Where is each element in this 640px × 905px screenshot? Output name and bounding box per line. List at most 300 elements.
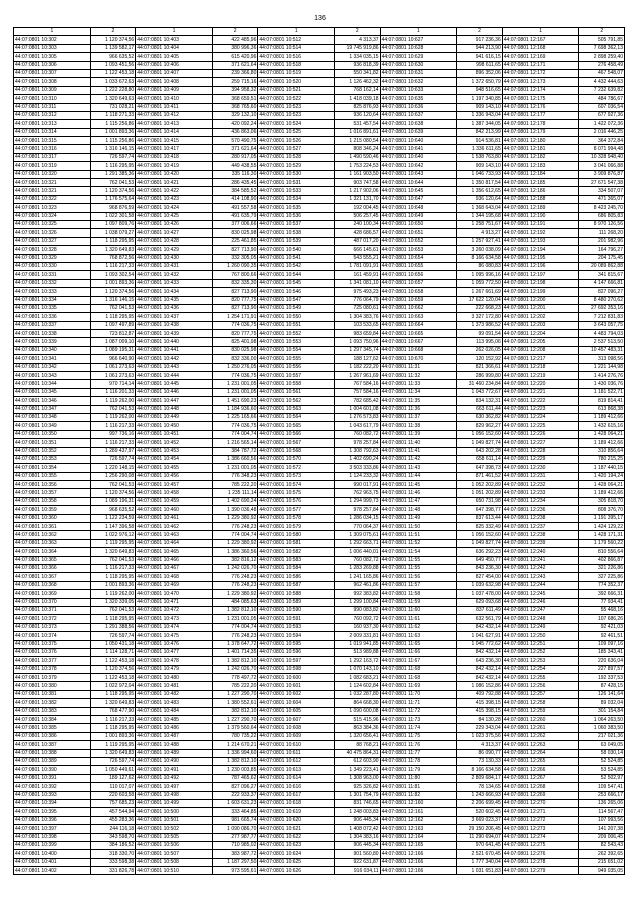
cadastral-number-cell: 44:07:0801 12:272 — [502, 816, 579, 824]
table-row — [14, 128, 625, 136]
cadastral-value-cell: 636 292,23 — [457, 548, 503, 556]
cadastral-number-cell: 44:07:0801 10:413 — [136, 120, 213, 128]
cadastral-number-cell: 44:07:0801 10:403 — [136, 36, 213, 44]
cadastral-value-cell: 7 232 639,82 — [579, 86, 625, 94]
cadastral-value-cell: 141 207,38 — [579, 825, 625, 833]
cadastral-value-cell: 1 309 075,61 — [335, 531, 381, 539]
cadastral-number-cell: 44:07:0801 12:182 — [502, 153, 579, 161]
table-row — [14, 455, 625, 463]
cadastral-number-cell: 44:07:0801 10:329 — [14, 254, 91, 262]
cadastral-number-cell: 44:07:0801 10:312 — [14, 111, 91, 119]
table-row — [14, 338, 625, 346]
cadastral-value-cell: 310 856,64 — [579, 447, 625, 455]
cadastral-number-cell: 44:07:0801 12:195 — [502, 254, 579, 262]
table-row — [14, 153, 625, 161]
cadastral-number-cell: 44:07:0801 10:632 — [380, 78, 457, 86]
cadastral-value-cell: 780 735,22 — [212, 732, 258, 740]
cadastral-value-cell: 1 119 262,00 — [90, 413, 136, 421]
table-row — [14, 766, 625, 774]
cadastral-number-cell: 44:07:0801 10:389 — [14, 757, 91, 765]
cadastral-value-cell: 8 071 994,48 — [579, 145, 625, 153]
cadastral-number-cell: 44:07:0801 12:276 — [502, 850, 579, 858]
cadastral-number-cell: 44:07:0801 10:338 — [14, 330, 91, 338]
cadastral-number-cell: 44:07:0801 11:41 — [380, 447, 457, 455]
column-header: 1 — [502, 28, 579, 36]
cadastral-number-cell: 44:07:0801 10:435 — [136, 296, 213, 304]
cadastral-value-cell: 1 031 651,83 — [457, 867, 503, 875]
cadastral-value-cell: 53 524,85 — [579, 766, 625, 774]
cadastral-value-cell: 649 450,77 — [457, 556, 503, 564]
cadastral-number-cell: 44:07:0801 12:217 — [502, 355, 579, 363]
cadastral-value-cell: 1 291 388,56 — [90, 623, 136, 631]
cadastral-value-cell: 220 636,04 — [579, 657, 625, 665]
cadastral-value-cell: 31 460 234,84 — [457, 380, 503, 388]
cadastral-value-cell: 1 189 412,66 — [579, 439, 625, 447]
cadastral-number-cell: 44:07:0801 10:384 — [14, 716, 91, 724]
cadastral-number-cell: 44:07:0801 12:174 — [502, 86, 579, 94]
cadastral-value-cell: 8 970 126,56 — [579, 220, 625, 228]
cadastral-value-cell: 327 225,86 — [579, 573, 625, 581]
cadastral-number-cell: 44:07:0801 12:192 — [502, 229, 579, 237]
cadastral-number-cell: 44:07:0801 11:45 — [380, 481, 457, 489]
cadastral-number-cell: 44:07:0801 10:600 — [258, 674, 335, 682]
cadastral-number-cell: 44:07:0801 10:609 — [258, 732, 335, 740]
cadastral-number-cell: 44:07:0801 10:446 — [136, 388, 213, 396]
cadastral-value-cell: 827 713,90 — [212, 288, 258, 296]
cadastral-value-cell: 244 116,18 — [90, 825, 136, 833]
cadastral-value-cell: 825 876,93 — [335, 103, 381, 111]
cadastral-value-cell: 970 714,14 — [90, 380, 136, 388]
cadastral-value-cell: 1 122 453,18 — [90, 674, 136, 682]
cadastral-value-cell: 1 001 893,36 — [90, 279, 136, 287]
cadastral-number-cell: 44:07:0801 12:202 — [502, 313, 579, 321]
cadastral-number-cell: 44:07:0801 10:393 — [14, 791, 91, 799]
cadastral-number-cell: 44:07:0801 10:618 — [258, 799, 335, 807]
cadastral-value-cell: 968 876,59 — [90, 204, 136, 212]
cadastral-number-cell: 44:07:0801 11:43 — [380, 464, 457, 472]
table-row — [14, 220, 625, 228]
cadastral-number-cell: 44:07:0801 10:412 — [136, 111, 213, 119]
cadastral-value-cell: 1 182 222,20 — [335, 363, 381, 371]
cadastral-number-cell: 44:07:0801 10:418 — [136, 153, 213, 161]
cadastral-value-cell: 1 187 440,15 — [579, 464, 625, 472]
cadastral-value-cell: 280 917,05 — [212, 153, 258, 161]
cadastral-number-cell: 44:07:0801 12:219 — [502, 372, 579, 380]
table-row — [14, 262, 625, 270]
cadastral-value-cell: 531 457,54 — [335, 120, 381, 128]
cadastral-number-cell: 44:07:0801 12:165 — [380, 841, 457, 849]
cadastral-number-cell: 44:07:0801 11:52 — [380, 539, 457, 547]
cadastral-value-cell: 343 598,70 — [90, 833, 136, 841]
cadastral-number-cell: 44:07:0801 10:520 — [258, 78, 335, 86]
table-row — [14, 279, 625, 287]
cadastral-value-cell: 1 033 672,63 — [90, 78, 136, 86]
cadastral-value-cell: 1 122 453,18 — [90, 657, 136, 665]
cadastral-number-cell: 44:07:0801 12:175 — [502, 95, 579, 103]
cadastral-value-cell: 827 096,27 — [212, 783, 258, 791]
cadastral-number-cell: 44:07:0801 12:172 — [502, 69, 579, 77]
cadastral-number-cell: 44:07:0801 10:438 — [136, 321, 213, 329]
cadastral-number-cell: 44:07:0801 10:399 — [14, 841, 91, 849]
cadastral-number-cell: 44:07:0801 10:651 — [380, 229, 457, 237]
cadastral-number-cell: 44:07:0801 12:265 — [502, 757, 579, 765]
cadastral-number-cell: 44:07:0801 10:437 — [136, 313, 213, 321]
cadastral-value-cell: 1 176 575,64 — [90, 195, 136, 203]
cadastral-number-cell: 44:07:0801 12:193 — [502, 237, 579, 245]
cadastral-number-cell: 44:07:0801 10:449 — [136, 413, 213, 421]
cadastral-number-cell: 44:07:0801 12:242 — [502, 565, 579, 573]
cadastral-number-cell: 44:07:0801 10:374 — [14, 632, 91, 640]
cadastral-value-cell: 1 120 374,56 — [90, 187, 136, 195]
cadastral-number-cell: 44:07:0801 10:410 — [136, 95, 213, 103]
cadastral-value-cell: 111 268,20 — [579, 229, 625, 237]
cadastral-value-cell: 382 812,10 — [212, 707, 258, 715]
cadastral-number-cell: 44:07:0801 10:377 — [14, 657, 91, 665]
cadastral-number-cell: 44:07:0801 10:561 — [258, 388, 335, 396]
cadastral-value-cell: 204 175,45 — [579, 254, 625, 262]
cadastral-number-cell: 44:07:0801 12:220 — [502, 380, 579, 388]
cadastral-number-cell: 44:07:0801 11:59 — [380, 598, 457, 606]
table-row — [14, 808, 625, 816]
table-row — [14, 682, 625, 690]
cadastral-value-cell: 607 036,54 — [579, 103, 625, 111]
table-row — [14, 137, 625, 145]
cadastral-number-cell: 44:07:0801 10:447 — [136, 397, 213, 405]
cadastral-number-cell: 44:07:0801 12:166 — [380, 850, 457, 858]
cadastral-number-cell: 44:07:0801 10:582 — [258, 548, 335, 556]
table-row — [14, 716, 625, 724]
cadastral-number-cell: 44:07:0801 10:448 — [136, 405, 213, 413]
cadastral-value-cell: 402 866,87 — [579, 556, 625, 564]
cadastral-number-cell: 44:07:0801 10:640 — [380, 153, 457, 161]
cadastral-value-cell: 936 818,39 — [335, 61, 381, 69]
cadastral-value-cell: 3 669 023,37 — [457, 816, 503, 824]
cadastral-number-cell: 44:07:0801 11:34 — [380, 388, 457, 396]
cadastral-number-cell: 44:07:0801 10:486 — [136, 724, 213, 732]
cadastral-number-cell: 44:07:0801 10:361 — [14, 523, 91, 531]
cadastral-number-cell: 44:07:0801 12:258 — [502, 699, 579, 707]
table-row — [14, 78, 625, 86]
cadastral-value-cell: 731 028,21 — [90, 103, 136, 111]
cadastral-value-cell: 1 401 714,35 — [212, 648, 258, 656]
cadastral-number-cell: 44:07:0801 10:465 — [136, 548, 213, 556]
cadastral-number-cell: 44:07:0801 10:573 — [258, 472, 335, 480]
cadastral-number-cell: 44:07:0801 10:355 — [14, 472, 91, 480]
cadastral-number-cell: 44:07:0801 10:539 — [258, 237, 335, 245]
cadastral-value-cell: 810 556,64 — [579, 548, 625, 556]
cadastral-value-cell: 757 584,16 — [335, 388, 381, 396]
cadastral-number-cell: 44:07:0801 10:342 — [14, 363, 91, 371]
cadastral-value-cell: 52 524,85 — [579, 757, 625, 765]
cadastral-number-cell: 44:07:0801 10:442 — [136, 355, 213, 363]
cadastral-number-cell: 44:07:0801 12:179 — [502, 128, 579, 136]
cadastral-number-cell: 44:07:0801 10:425 — [136, 212, 213, 220]
cadastral-number-cell: 44:07:0801 10:623 — [258, 841, 335, 849]
cadastral-value-cell: 20 089 862,88 — [579, 262, 625, 270]
cadastral-number-cell: 44:07:0801 10:653 — [380, 246, 457, 254]
cadastral-number-cell: 44:07:0801 11:61 — [380, 615, 457, 623]
cadastral-number-cell: 44:07:0801 10:546 — [258, 288, 335, 296]
cadastral-value-cell: 201 982,96 — [579, 237, 625, 245]
cadastral-value-cell: 762 041,53 — [90, 179, 136, 187]
cadastral-number-cell: 44:07:0801 10:363 — [14, 539, 91, 547]
cadastral-number-cell: 44:07:0801 10:316 — [14, 145, 91, 153]
cadastral-number-cell: 44:07:0801 10:500 — [136, 808, 213, 816]
cadastral-value-cell: 1 022 972,04 — [90, 682, 136, 690]
cadastral-number-cell: 44:07:0801 12:238 — [502, 531, 579, 539]
cadastral-number-cell: 44:07:0801 12:237 — [502, 523, 579, 531]
cadastral-value-cell: 774 004,74 — [212, 430, 258, 438]
cadastral-number-cell: 44:07:0801 12:230 — [502, 464, 579, 472]
cadastral-number-cell: 44:07:0801 10:576 — [258, 497, 335, 505]
cadastral-number-cell: 44:07:0801 12:188 — [502, 195, 579, 203]
cadastral-value-cell: 629 093,68 — [457, 598, 503, 606]
cadastral-value-cell: 428 686,57 — [335, 229, 381, 237]
cadastral-value-cell: 1 118 295,95 — [90, 237, 136, 245]
cadastral-value-cell: 1 241 165,86 — [335, 573, 381, 581]
cadastral-value-cell: 1 049 827,74 — [457, 439, 503, 447]
cadastral-number-cell: 44:07:0801 10:657 — [380, 279, 457, 287]
cadastral-number-cell: 44:07:0801 10:341 — [14, 355, 91, 363]
cadastral-value-cell: 333 464,85 — [212, 808, 258, 816]
cadastral-number-cell: 44:07:0801 10:310 — [14, 95, 91, 103]
cadastral-number-cell: 44:07:0801 10:324 — [14, 212, 91, 220]
cadastral-value-cell: 2 016 446,25 — [579, 128, 625, 136]
cadastral-number-cell: 44:07:0801 10:584 — [258, 565, 335, 573]
cadastral-number-cell: 44:07:0801 10:620 — [258, 816, 335, 824]
cadastral-value-cell: 829 962,27 — [457, 422, 503, 430]
cadastral-number-cell: 44:07:0801 10:303 — [14, 44, 91, 52]
cadastral-number-cell: 44:07:0801 10:594 — [258, 632, 335, 640]
cadastral-value-cell: 1 116 217,33 — [90, 565, 136, 573]
cadastral-number-cell: 44:07:0801 10:439 — [136, 330, 213, 338]
cadastral-number-cell: 44:07:0801 10:534 — [258, 195, 335, 203]
cadastral-value-cell: 1 037 478,00 — [457, 590, 503, 598]
cadastral-value-cell: 1 490 590,46 — [335, 153, 381, 161]
table-row — [14, 413, 625, 421]
cadastral-value-cell: 422 485,96 — [212, 36, 258, 44]
cadastral-value-cell: 334 507,07 — [579, 187, 625, 195]
cadastral-number-cell: 44:07:0801 10:441 — [136, 346, 213, 354]
cadastral-value-cell: 109 097,16 — [579, 640, 625, 648]
cadastral-value-cell: 842 213,99 — [457, 128, 503, 136]
cadastral-value-cell: 837 613,44 — [457, 514, 503, 522]
cadastral-number-cell: 44:07:0801 10:525 — [258, 128, 335, 136]
cadastral-number-cell: 44:07:0801 10:627 — [380, 36, 457, 44]
cadastral-value-cell: 615 420,96 — [212, 53, 258, 61]
cadastral-value-cell: 1 414 276,76 — [579, 372, 625, 380]
table-body — [14, 36, 625, 875]
table-row — [14, 195, 625, 203]
cadastral-number-cell: 44:07:0801 10:501 — [136, 816, 213, 824]
table-row — [14, 162, 625, 170]
cadastral-value-cell: 978 257,84 — [335, 506, 381, 514]
cadastral-number-cell: 44:07:0801 10:469 — [136, 581, 213, 589]
cadastral-number-cell: 44:07:0801 12:205 — [502, 338, 579, 346]
cadastral-number-cell: 44:07:0801 12:180 — [502, 137, 579, 145]
cadastral-number-cell: 44:07:0801 10:605 — [258, 707, 335, 715]
table-row — [14, 665, 625, 673]
table-row — [14, 799, 625, 807]
cadastral-number-cell: 44:07:0801 10:472 — [136, 606, 213, 614]
cadastral-number-cell: 44:07:0801 10:553 — [258, 338, 335, 346]
cadastral-number-cell: 44:07:0801 12:208 — [502, 346, 579, 354]
cadastral-value-cell: 1 039 632,98 — [457, 581, 503, 589]
cadastral-value-cell: 1 254 171,91 — [212, 313, 258, 321]
table-row — [14, 514, 625, 522]
cadastral-number-cell: 44:07:0801 10:554 — [258, 346, 335, 354]
cadastral-value-cell: 87 428,15 — [579, 682, 625, 690]
cadastral-value-cell: 1 336 943,04 — [457, 111, 503, 119]
cadastral-value-cell: 1 408 072,42 — [335, 825, 381, 833]
cadastral-value-cell: 164 796,27 — [579, 246, 625, 254]
cadastral-value-cell: 99 091,54 — [457, 330, 503, 338]
cadastral-number-cell: 44:07:0801 12:225 — [502, 422, 579, 430]
cadastral-number-cell: 44:07:0801 12:248 — [502, 615, 579, 623]
cadastral-value-cell: 970 641,45 — [457, 841, 503, 849]
cadastral-value-cell: 92 421,03 — [579, 623, 625, 631]
cadastral-value-cell: 1 291 385,36 — [90, 170, 136, 178]
cadastral-number-cell: 44:07:0801 10:379 — [14, 674, 91, 682]
cadastral-value-cell: 966 640,90 — [90, 355, 136, 363]
table-row — [14, 539, 625, 547]
cadastral-number-cell: 44:07:0801 10:369 — [14, 590, 91, 598]
cadastral-value-cell: 762 041,53 — [90, 481, 136, 489]
cadastral-value-cell: 949 035,05 — [579, 867, 625, 875]
cadastral-value-cell: 110 017,07 — [90, 783, 136, 791]
cadastral-number-cell: 44:07:0801 10:471 — [136, 598, 213, 606]
cadastral-number-cell: 44:07:0801 12:166 — [380, 867, 457, 875]
cadastral-number-cell: 44:07:0801 12:166 — [380, 858, 457, 866]
table-row — [14, 111, 625, 119]
cadastral-number-cell: 44:07:0801 12:247 — [502, 606, 579, 614]
cadastral-value-cell: 3 503 333,86 — [335, 464, 381, 472]
cadastral-value-cell: 1 222 228,80 — [90, 86, 136, 94]
table-row — [14, 841, 625, 849]
cadastral-value-cell: 770 064,37 — [335, 523, 381, 531]
cadastral-number-cell: 44:07:0801 10:340 — [14, 346, 91, 354]
cadastral-value-cell: 831 746,65 — [335, 799, 381, 807]
table-row — [14, 422, 625, 430]
cadastral-value-cell: 1 184 936,60 — [212, 405, 258, 413]
cadastral-value-cell: 1 276 573,83 — [335, 413, 381, 421]
cadastral-value-cell: 27 671 547,38 — [579, 179, 625, 187]
cadastral-number-cell: 44:07:0801 10:380 — [14, 682, 91, 690]
cadastral-value-cell: 1 120 374,56 — [90, 489, 136, 497]
cadastral-value-cell: 7 698 362,13 — [579, 44, 625, 52]
table-row — [14, 69, 625, 77]
cadastral-value-cell: 1 777 340,04 — [457, 858, 503, 866]
cadastral-value-cell: 757 685,23 — [90, 799, 136, 807]
table-row — [14, 388, 625, 396]
table-header-row — [14, 28, 625, 36]
cadastral-number-cell: 44:07:0801 11:46 — [380, 489, 457, 497]
cadastral-value-cell: 1 032 287,80 — [335, 690, 381, 698]
cadastral-value-cell: 368 765,60 — [212, 103, 258, 111]
cadastral-value-cell: 227 897,57 — [579, 665, 625, 673]
cadastral-number-cell: 44:07:0801 10:662 — [380, 304, 457, 312]
cadastral-value-cell: 1 001 893,36 — [90, 128, 136, 136]
cadastral-value-cell: 762 963,75 — [335, 489, 381, 497]
cadastral-value-cell: 917 236,36 — [457, 36, 503, 44]
cadastral-number-cell: 44:07:0801 10:498 — [136, 791, 213, 799]
cadastral-value-cell: 120 152,92 — [457, 355, 503, 363]
cadastral-value-cell: 909 143,10 — [457, 103, 503, 111]
cadastral-value-cell: 768 872,56 — [90, 254, 136, 262]
cadastral-value-cell: 1 753 224,53 — [335, 162, 381, 170]
cadastral-number-cell: 44:07:0801 10:395 — [14, 808, 91, 816]
cadastral-value-cell: 84 130,28 — [457, 716, 503, 724]
cadastral-value-cell: 1 019 941,85 — [335, 640, 381, 648]
cadastral-number-cell: 44:07:0801 10:328 — [14, 246, 91, 254]
cadastral-number-cell: 44:07:0801 10:415 — [136, 137, 213, 145]
cadastral-value-cell: 925 326,82 — [335, 783, 381, 791]
cadastral-value-cell: 647 398,77 — [457, 506, 503, 514]
cadastral-number-cell: 44:07:0801 10:545 — [258, 279, 335, 287]
cadastral-number-cell: 44:07:0801 10:423 — [136, 195, 213, 203]
cadastral-value-cell: 1 382 812,10 — [212, 606, 258, 614]
cadastral-value-cell: 825 332,49 — [457, 523, 503, 531]
cadastral-number-cell: 44:07:0801 12:163 — [380, 825, 457, 833]
cadastral-value-cell: 371 621,64 — [212, 61, 258, 69]
cadastral-number-cell: 44:07:0801 10:642 — [380, 162, 457, 170]
cadastral-number-cell: 44:07:0801 10:502 — [136, 825, 213, 833]
cadastral-value-cell: 1 229 380,92 — [212, 539, 258, 547]
column-header: 1 — [380, 28, 457, 36]
cadastral-value-cell: 8 423 245,70 — [579, 204, 625, 212]
cadastral-value-cell: 830 025,98 — [212, 346, 258, 354]
cadastral-value-cell: 1 292 163,72 — [335, 657, 381, 665]
cadastral-number-cell: 44:07:0801 10:409 — [136, 86, 213, 94]
cadastral-value-cell: 1 538 763,80 — [457, 153, 503, 161]
cadastral-number-cell: 44:07:0801 10:597 — [258, 657, 335, 665]
cadastral-value-cell: 998 611,65 — [457, 61, 503, 69]
cadastral-value-cell: 663 611,44 — [457, 405, 503, 413]
cadastral-number-cell: 44:07:0801 11:75 — [380, 732, 457, 740]
cadastral-value-cell: 136 265,06 — [579, 799, 625, 807]
cadastral-value-cell: 647 398,73 — [457, 464, 503, 472]
cadastral-number-cell: 44:07:0801 10:635 — [380, 95, 457, 103]
table-row — [14, 674, 625, 682]
cadastral-number-cell: 44:07:0801 11:77 — [380, 749, 457, 757]
cadastral-number-cell: 44:07:0801 11:33 — [380, 380, 457, 388]
cadastral-value-cell: 776 248,23 — [212, 581, 258, 589]
cadastral-number-cell: 44:07:0801 10:531 — [258, 179, 335, 187]
cadastral-number-cell: 44:07:0801 11:38 — [380, 422, 457, 430]
cadastral-number-cell: 44:07:0801 10:523 — [258, 111, 335, 119]
cadastral-number-cell: 44:07:0801 10:360 — [14, 514, 91, 522]
cadastral-number-cell: 44:07:0801 11:65 — [380, 640, 457, 648]
cadastral-number-cell: 44:07:0801 10:309 — [14, 86, 91, 94]
cadastral-value-cell: 1 097 497,89 — [90, 321, 136, 329]
cadastral-value-cell: 914 536,81 — [457, 137, 503, 145]
cadastral-number-cell: 44:07:0801 10:368 — [14, 581, 91, 589]
cadastral-value-cell: 1 116 201,33 — [90, 388, 136, 396]
cadastral-value-cell: 830 025,98 — [212, 229, 258, 237]
cadastral-value-cell: 259 715,16 — [212, 78, 258, 86]
cadastral-value-cell: 11 290 694,07 — [457, 833, 503, 841]
cadastral-number-cell: 44:07:0801 10:591 — [258, 615, 335, 623]
cadastral-number-cell: 44:07:0801 12:231 — [502, 472, 579, 480]
cadastral-number-cell: 44:07:0801 10:458 — [136, 489, 213, 497]
cadastral-value-cell: 471 365,07 — [579, 195, 625, 203]
cadastral-value-cell: 1 122 234,59 — [90, 514, 136, 522]
cadastral-number-cell: 44:07:0801 10:488 — [136, 741, 213, 749]
cadastral-number-cell: 44:07:0801 12:268 — [502, 783, 579, 791]
table-row — [14, 36, 625, 44]
cadastral-value-cell: 808 376,70 — [579, 506, 625, 514]
cadastral-value-cell: 188 127,62 — [335, 355, 381, 363]
